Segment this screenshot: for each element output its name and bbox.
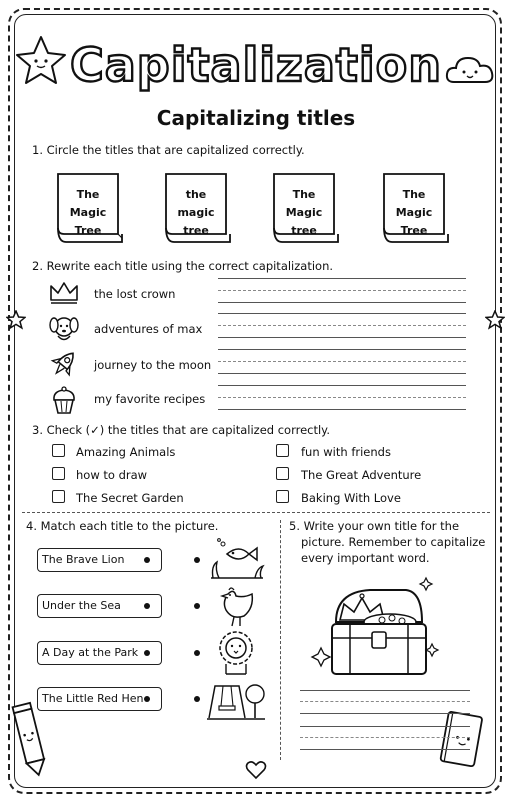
book-title-line: The Magic (395, 188, 433, 219)
checkbox[interactable] (276, 444, 289, 457)
book-option-1[interactable] (56, 172, 124, 242)
match-title-box: A Day at the Park (37, 641, 162, 665)
book-title-line: tree (291, 224, 317, 237)
writing-line[interactable] (218, 337, 466, 338)
writing-guide (300, 737, 470, 738)
checkbox[interactable] (52, 490, 65, 503)
match-title-box: The Little Red Hen (37, 687, 162, 711)
column-divider (280, 520, 281, 760)
match-dot-left[interactable] (144, 696, 150, 702)
writing-guide (218, 361, 466, 362)
writing-line[interactable] (218, 302, 466, 303)
book-option-3[interactable] (272, 172, 340, 242)
checkbox[interactable] (52, 444, 65, 457)
match-title-box: Under the Sea (37, 594, 162, 618)
question-3-prompt: 3. Check (✓) the titles that are capitalized correctly. (32, 423, 331, 437)
lion-icon (212, 628, 260, 676)
match-dot-left[interactable] (144, 650, 150, 656)
question-4-prompt: 4. Match each title to the picture. (26, 519, 219, 533)
match-dot-right[interactable] (194, 696, 200, 702)
book-title-line: the magic (177, 188, 215, 219)
match-dot-left[interactable] (144, 603, 150, 609)
writing-line[interactable] (300, 726, 470, 727)
cupcake-icon (48, 384, 80, 416)
park-icon (205, 678, 267, 722)
pencil-mascot-icon (10, 700, 50, 780)
check-option-label: The Great Adventure (301, 468, 422, 482)
writing-guide (218, 397, 466, 398)
match-dot-right[interactable] (194, 557, 200, 563)
crown-icon (48, 280, 80, 306)
rewrite-item-label: journey to the moon (94, 358, 212, 372)
question-5-prompt-line: 5. Write your own title for the (289, 519, 460, 533)
writing-line[interactable] (218, 385, 466, 386)
star-left-icon (6, 310, 26, 330)
writing-line[interactable] (218, 278, 466, 279)
writing-guide (218, 290, 466, 291)
book-title-line: Tree (74, 224, 102, 237)
star-mascot-icon (14, 34, 68, 88)
section-divider (22, 512, 490, 513)
check-option-label: Baking With Love (301, 491, 401, 505)
match-dot-left[interactable] (144, 557, 150, 563)
book-title-line: The Magic (285, 188, 323, 219)
check-option-label: how to draw (76, 468, 148, 482)
book-option-2[interactable] (164, 172, 232, 242)
book-option-4[interactable] (382, 172, 450, 242)
fish-icon (207, 536, 265, 580)
match-dot-right[interactable] (194, 650, 200, 656)
page-title: Capitalization (70, 38, 442, 92)
writing-line[interactable] (218, 409, 466, 410)
rocket-icon (48, 348, 80, 380)
question-1-prompt: 1. Circle the titles that are capitalized correctly. (32, 143, 305, 157)
writing-line[interactable] (218, 313, 466, 314)
hen-icon (214, 584, 260, 628)
section-subtitle: Capitalizing titles (156, 106, 356, 130)
checkbox[interactable] (276, 490, 289, 503)
question-5-prompt-line: every important word. (301, 551, 430, 565)
cloud-mascot-icon (444, 50, 496, 88)
book-title-line: tree (183, 224, 209, 237)
rewrite-item-label: the lost crown (94, 287, 176, 301)
rewrite-item-label: adventures of max (94, 322, 203, 336)
check-option-label: Amazing Animals (76, 445, 176, 459)
rewrite-item-label: my favorite recipes (94, 392, 206, 406)
book-title-line: Tree (400, 224, 428, 237)
book-mascot-icon (436, 708, 486, 774)
book-title-line: The Magic (69, 188, 107, 219)
writing-line[interactable] (218, 373, 466, 374)
writing-guide (300, 701, 470, 702)
puppy-icon (48, 312, 80, 344)
writing-line[interactable] (300, 749, 470, 750)
match-title-box: The Brave Lion (37, 548, 162, 572)
checkbox[interactable] (276, 467, 289, 480)
match-dot-right[interactable] (194, 603, 200, 609)
writing-line[interactable] (300, 713, 470, 714)
question-2-prompt: 2. Rewrite each title using the correct capitalization. (32, 259, 334, 273)
check-option-label: fun with friends (301, 445, 391, 459)
checkbox[interactable] (52, 467, 65, 480)
check-option-label: The Secret Garden (76, 491, 184, 505)
writing-line[interactable] (218, 349, 466, 350)
writing-guide (218, 325, 466, 326)
question-5-prompt-line: picture. Remember to capitalize (301, 535, 486, 549)
star-right-icon (485, 310, 505, 330)
heart-icon (245, 760, 267, 780)
writing-line[interactable] (300, 690, 470, 691)
treasure-chest-icon (310, 572, 440, 684)
